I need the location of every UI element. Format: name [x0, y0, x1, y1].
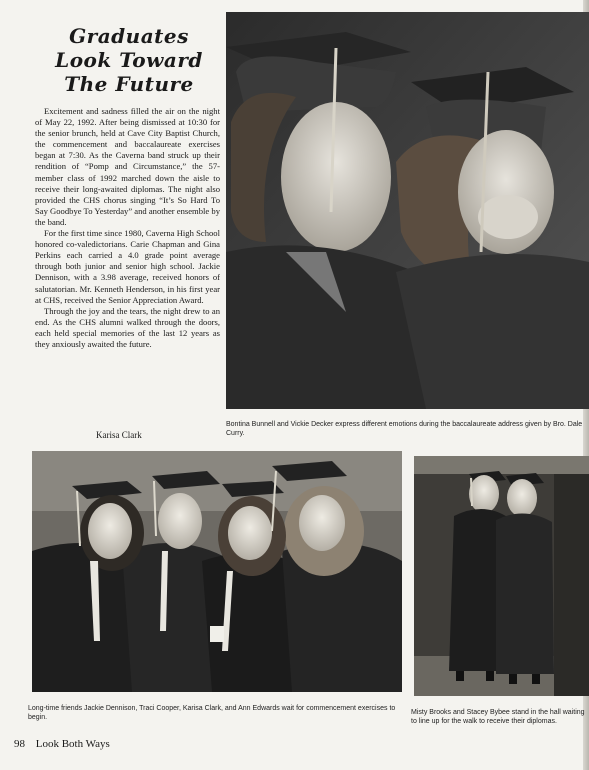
title-line-2: Look Toward [55, 48, 203, 72]
photo2-caption: Long-time friends Jackie Dennison, Traci Cooper, Karisa Clark, and Ann Edwards wait for commencement exercises to begin. [28, 705, 396, 721]
photo-two-graduates-closeup [226, 12, 589, 409]
photo-hallway-graduates [414, 456, 589, 696]
section-name: Look Both Ways [35, 738, 110, 750]
article-title [40, 24, 218, 96]
title-line-3: The Future [64, 72, 194, 96]
title-line-1: Graduates [69, 24, 189, 48]
photo-four-friends [32, 451, 402, 692]
article-paragraph-1: Excitement and sadness filled the air on the night of May 22, 1992. After being dismissed at 10:30 for the senior brunch, held at Cave City Baptist Church, the commencement and baccalaureate exercises began at 7:30. As the Caverna band struck up their rendition of “Pomp and Circumstance,” the 57-member class of 1992 marched down the aisle to receive their long-awaited diplomas. The night also provided the CHS chorus singing “It’s So Hard To Say Goodbye To Yesterday” and another ensemble by the band. [35, 106, 220, 227]
page-footer [14, 738, 110, 750]
article-paragraph-3: Through the joy and the tears, the night drew to an end. As the CHS alumni walked through the doors, each held special memories of the last 12 years as they anxiously awaited the future. [35, 305, 220, 349]
photo1-caption: Bontina Bunnell and Vickie Decker express different emotions during the baccalaureate address given by Bro. Dale Curry. [226, 421, 583, 437]
article-body [35, 106, 220, 350]
article-paragraph-2: For the first time since 1980, Caverna High School honored co-valedictorians. Carie Chapman and Gina Perkins each carried a 4.0 grade point average through both junior and senior high school. Jackie Dennison, with a 3.98 average, received honors of salutatorian. Mr. Kenneth Henderson, in his first year at CHS, received the Senior Appreciation Award. [35, 228, 220, 305]
article-byline: Karisa Clark [96, 430, 142, 440]
page-number: 98 [14, 738, 25, 750]
photo3-caption: Misty Brooks and Stacey Bybee stand in the hall waiting to line up for the walk to receive their diplomas. [411, 709, 585, 725]
